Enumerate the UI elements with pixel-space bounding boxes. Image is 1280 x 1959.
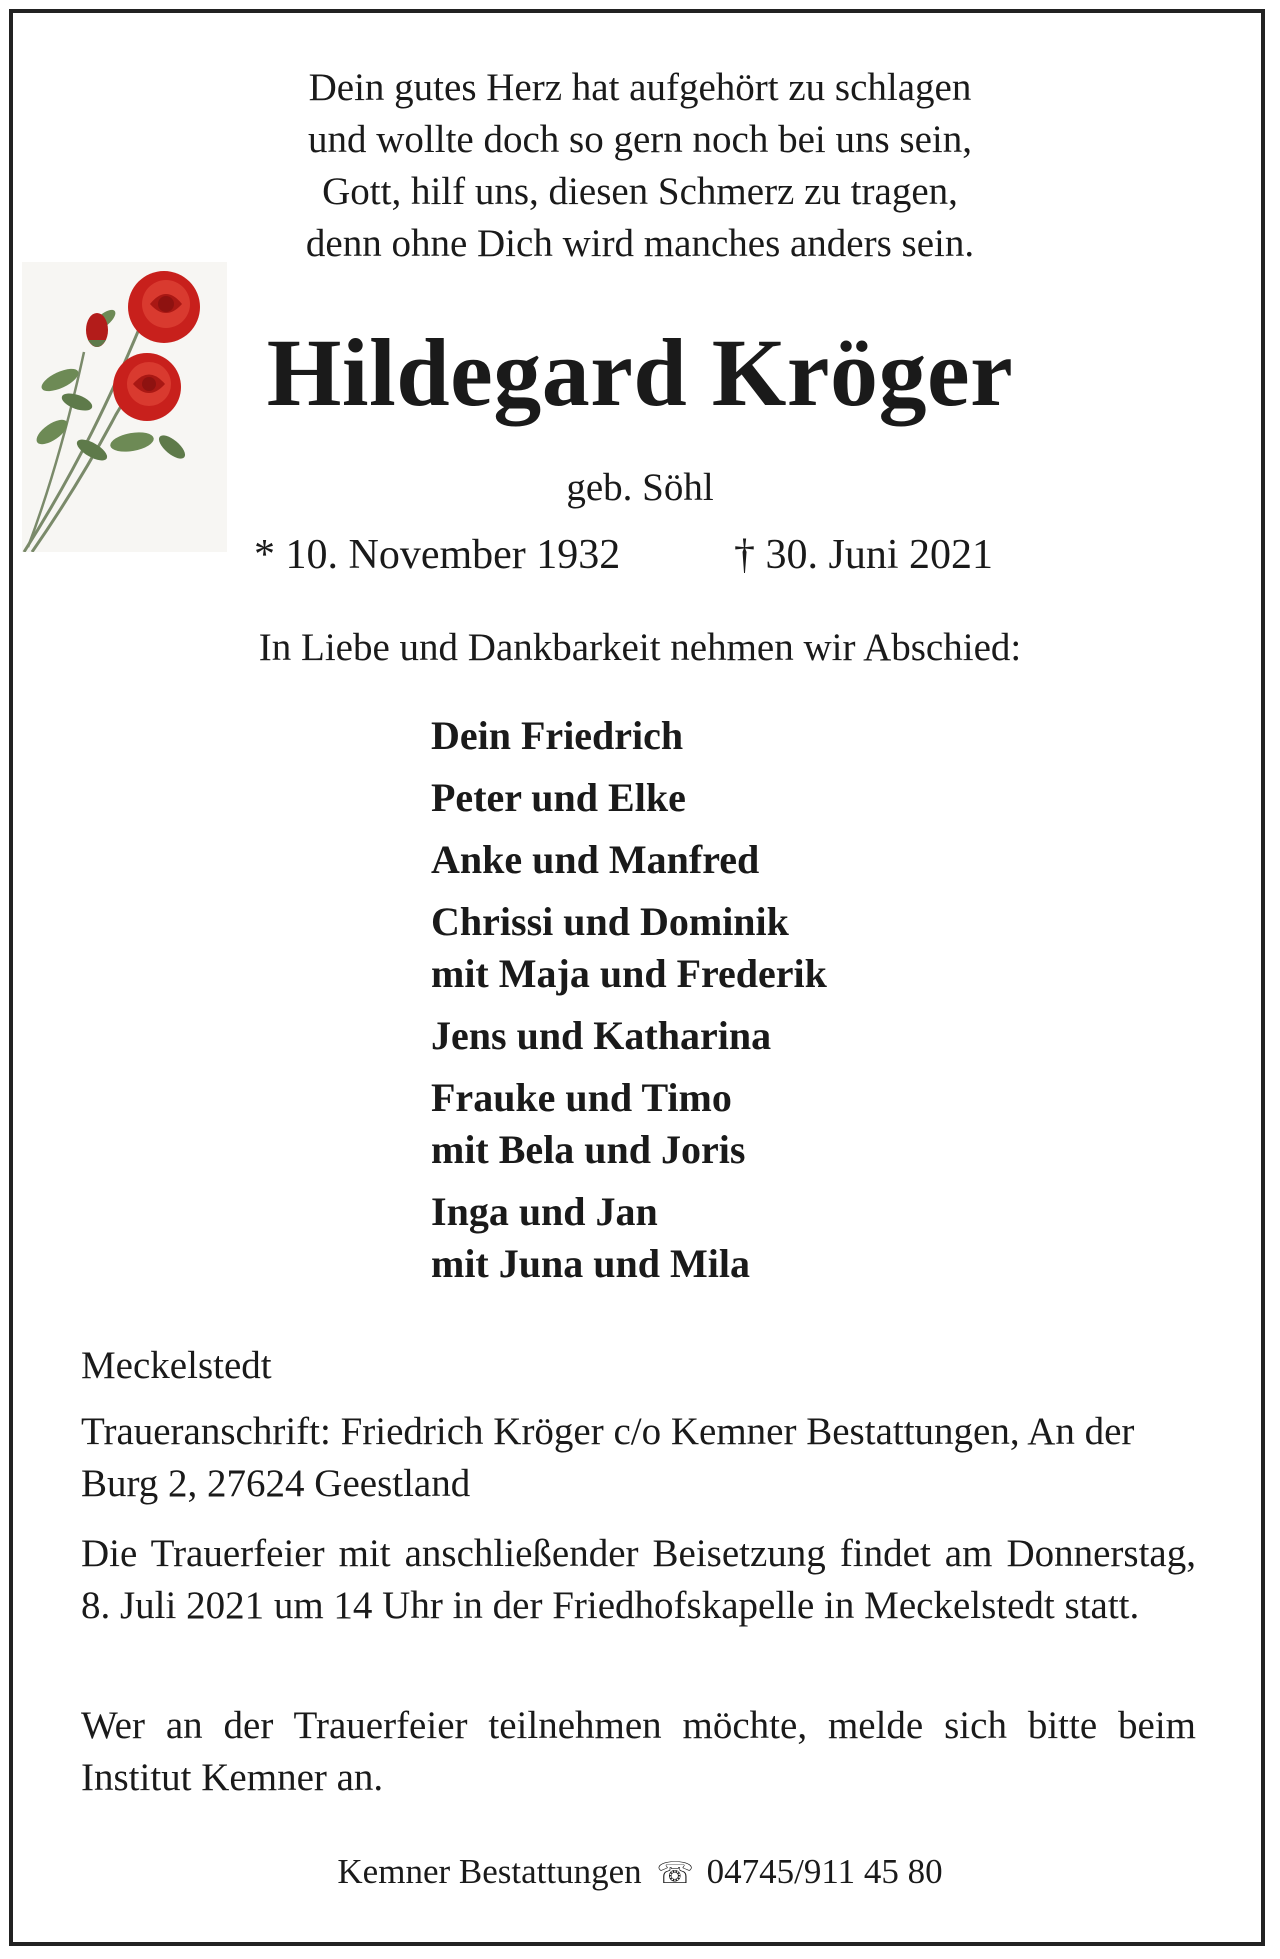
mourner-line: Chrissi und Dominik xyxy=(431,899,789,944)
attendance-note: Wer an der Trauerfeier teilnehmen möchte, melde sich bitte beim Institut Kemner an. xyxy=(81,1704,1196,1799)
mourner-group xyxy=(431,1010,827,1062)
mourner-group xyxy=(431,1072,827,1176)
memorial-poem xyxy=(0,62,1280,270)
mourners-list xyxy=(431,710,827,1300)
poem-line: und wollte doch so gern noch bei uns sein, xyxy=(308,118,972,161)
death-date: † 30. Juni 2021 xyxy=(734,532,994,578)
mourner-line: Inga und Jan xyxy=(431,1189,658,1234)
poem-line: denn ohne Dich wird manches anders sein. xyxy=(305,222,975,265)
poem-line: Dein gutes Herz hat aufgehört zu schlagen xyxy=(308,66,972,109)
farewell-line: In Liebe und Dankbarkeit nehmen wir Abschied: xyxy=(258,626,1022,669)
mourner-line: mit Maja und Frederik xyxy=(431,951,827,996)
deceased-name: Hildegard Kröger xyxy=(266,319,1014,426)
funeral-home-footer xyxy=(0,1848,1280,1898)
mourner-line: mit Bela und Joris xyxy=(431,1127,746,1172)
phone-number: 04745/911 45 80 xyxy=(706,1852,943,1891)
phone-icon: ☏ xyxy=(656,1856,694,1891)
birth-date: * 10. November 1932 xyxy=(254,532,621,578)
mourner-line: Anke und Manfred xyxy=(431,837,760,882)
mourner-group xyxy=(431,834,827,886)
funeral-home-name: Kemner Bestattungen xyxy=(337,1852,642,1891)
mourner-group xyxy=(431,1186,827,1290)
mourner-line: Frauke und Timo xyxy=(431,1075,732,1120)
mourner-group xyxy=(431,772,827,824)
mourner-line: Jens und Katharina xyxy=(431,1013,772,1058)
mourning-address: Traueranschrift: Friedrich Kröger c/o Kemner Bestattungen, An der Burg 2, 27624 Geestland xyxy=(81,1410,1135,1505)
mourner-group xyxy=(431,896,827,1000)
poem-line: Gott, hilf uns, diesen Schmerz zu tragen, xyxy=(322,170,958,213)
ceremony-info: Die Trauerfeier mit anschließender Beisetzung findet am Donnerstag, 8. Juli 2021 um 14 Uhr in der Friedhofskapelle in Meckelstedt statt. xyxy=(81,1532,1196,1627)
place-name: Meckelstedt xyxy=(81,1344,272,1387)
mourner-line: mit Juna und Mila xyxy=(431,1241,750,1286)
mourner-line: Dein Friedrich xyxy=(431,713,684,758)
maiden-name: geb. Söhl xyxy=(566,466,714,509)
mourner-group xyxy=(431,710,827,762)
mourner-line: Peter und Elke xyxy=(431,775,686,820)
